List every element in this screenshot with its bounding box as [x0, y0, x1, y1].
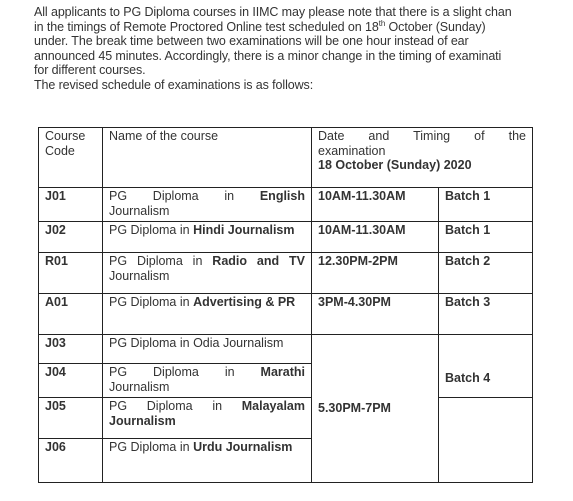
notice-line-3: under. The break time between two examinations will be one hour instead of ear	[34, 34, 469, 48]
course-name-pre: PG Diploma in	[109, 399, 223, 413]
table-row	[39, 253, 533, 294]
course-name-bold: Marathi	[260, 365, 305, 379]
notice-line-2-post: October (Sunday)	[385, 19, 486, 34]
notice-line-2	[34, 20, 573, 35]
course-name-bold: Radio and TV	[212, 254, 305, 268]
notice-text	[34, 5, 573, 92]
table-row	[39, 188, 533, 222]
course-code: J02	[39, 222, 103, 253]
table-header-row	[39, 128, 533, 188]
batch: Batch 2	[439, 253, 533, 294]
course-name-pre: PG Diploma in	[109, 295, 190, 309]
exam-time: 3PM-4.30PM	[312, 294, 439, 335]
course-name	[103, 294, 312, 335]
course-code: J06	[39, 439, 103, 483]
course-name	[103, 222, 312, 253]
course-code: J03	[39, 335, 103, 364]
batch: Batch 1	[439, 222, 533, 253]
course-name-bold: Hindi Journalism	[193, 223, 295, 237]
course-name-bold: English	[259, 189, 305, 203]
header-course-code: Course Code	[39, 128, 103, 188]
group4-batch: Batch 4	[439, 335, 533, 398]
course-name-pre: PG Diploma in	[109, 223, 190, 237]
table-row	[39, 335, 533, 364]
course-name-pre: PG Diploma in	[109, 365, 235, 379]
table-row	[39, 294, 533, 335]
course-code: J04	[39, 364, 103, 398]
course-name	[103, 188, 312, 222]
batch: Batch 3	[439, 294, 533, 335]
course-name-pre: PG Diploma in	[109, 440, 190, 454]
batch: Batch 1	[439, 188, 533, 222]
course-name-line2: Journalism	[109, 268, 170, 283]
exam-schedule-table	[38, 127, 533, 483]
course-name-line2: Journalism	[109, 413, 176, 428]
course-name-bold: Advertising & PR	[193, 295, 296, 309]
course-name-bold: Odia Journalism	[193, 336, 284, 350]
exam-time: 10AM-11.30AM	[312, 188, 439, 222]
course-code: J05	[39, 398, 103, 439]
course-name	[103, 335, 312, 364]
header-date-timing	[312, 128, 533, 188]
table-row	[39, 222, 533, 253]
course-code: A01	[39, 294, 103, 335]
course-name-bold: Urdu Journalism	[193, 440, 293, 454]
course-name-bold: Malayalam	[241, 399, 305, 413]
header-course-name: Name of the course	[103, 128, 312, 188]
header-date-line3: 18 October (Sunday) 2020	[318, 158, 472, 172]
course-name	[103, 364, 312, 398]
group4-batch-empty	[439, 398, 533, 483]
course-code: R01	[39, 253, 103, 294]
course-name	[103, 439, 312, 483]
course-name-pre: PG Diploma in	[109, 254, 203, 268]
course-code: J01	[39, 188, 103, 222]
notice-line-2-sup: th	[378, 18, 386, 28]
course-name-line2: Journalism	[109, 203, 170, 218]
notice-line-6: The revised schedule of examinations is as follows:	[34, 77, 314, 92]
notice-line-2-pre: in the timings of Remote Proctored Online test scheduled on 18	[34, 19, 379, 34]
notice-line-5: for different courses.	[34, 63, 146, 77]
group4-exam-time: 5.30PM-7PM	[312, 335, 439, 483]
notice-line-4: announced 45 minutes. Accordingly, there is a minor change in the timing of examinati	[34, 48, 502, 63]
course-name	[103, 253, 312, 294]
notice-line-1: All applicants to PG Diploma courses in IIMC may please note that there is a slight chan	[34, 5, 512, 19]
course-name-pre: PG Diploma in	[109, 336, 190, 350]
header-date-line2: examination	[318, 143, 386, 158]
header-date-line1: Date and Timing of the	[318, 129, 526, 143]
table-row	[39, 398, 533, 439]
exam-time: 12.30PM-2PM	[312, 253, 439, 294]
exam-time: 10AM-11.30AM	[312, 222, 439, 253]
course-name-pre: PG Diploma in	[109, 189, 235, 203]
course-name-line2: Journalism	[109, 379, 170, 394]
course-name	[103, 398, 312, 439]
